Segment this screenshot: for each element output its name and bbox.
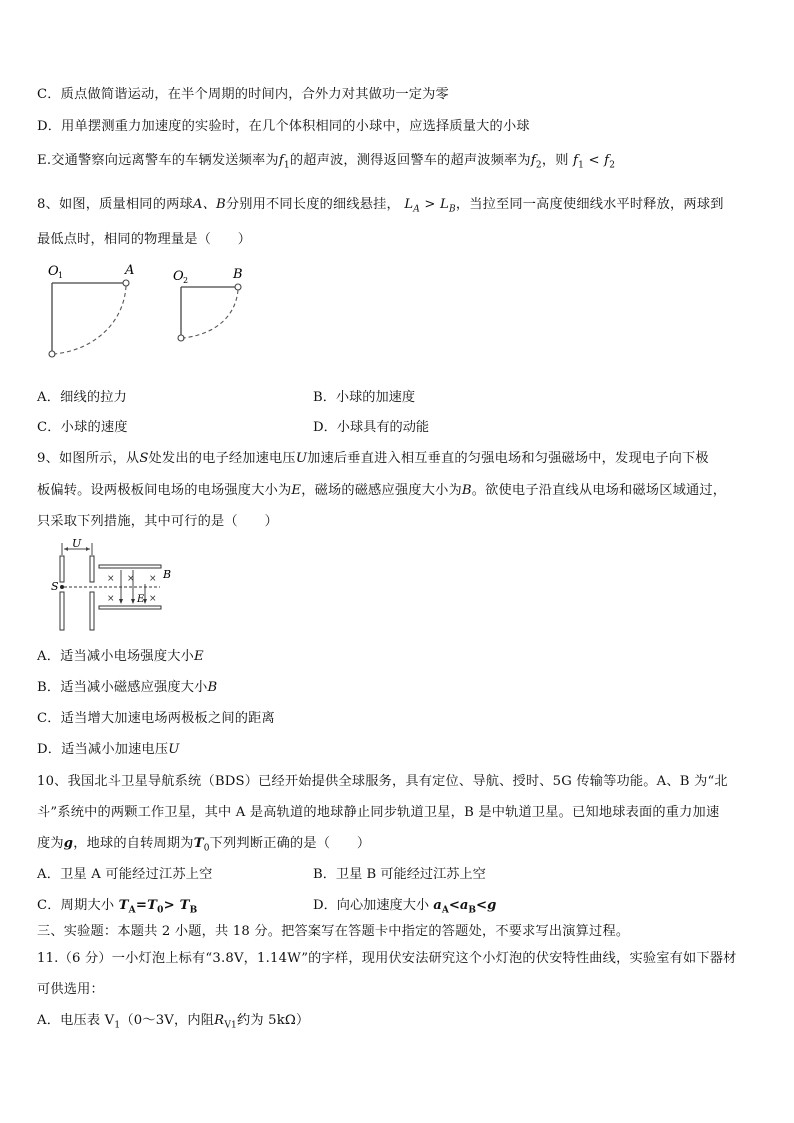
section-heading: 三、实验题：本题共 2 小题，共 18 分。把答案写在答题卡中指定的答题处，不要求写出演算过程。	[37, 924, 630, 939]
q10-option-d: D．向心加速度大小 $a_A<a_B<g$	[313, 898, 497, 916]
q8-pendulum-figure	[40, 262, 260, 367]
q7-option-c: C．质点做简谐运动，在半个周期的时间内，合外力对其做功一定为零	[37, 87, 449, 102]
q10-option-a: A．卫星 A 可能经过江苏上空	[37, 867, 213, 882]
q8-label-b: B	[233, 267, 243, 282]
q9-label-u: U	[72, 537, 82, 550]
q8-label-o1: O	[48, 264, 59, 279]
q8-label-o2: O	[173, 269, 184, 284]
q9-label-e: E	[137, 594, 145, 605]
q9-option-c: C．适当增大加速电场两极板之间的距离	[37, 711, 275, 726]
svg-text:×: ×	[149, 574, 157, 584]
q10-option-c: C．周期大小 $T_A=T_0> T_B$	[37, 898, 198, 916]
svg-text:1: 1	[58, 271, 64, 280]
q9-label-b: B	[163, 568, 172, 581]
q10-stem-line3: 度为g，地球的自转周期为$T_0$下列判断正确的是（ ）	[37, 836, 371, 854]
q9-option-b: B．适当减小磁感应强度大小B	[37, 680, 218, 695]
q8-stem-line1: 8、如图，质量相同的两球A、B分别用不同长度的细线悬挂， $L_A > L_B$，当拉至同一高度使细线水平时释放，两球到	[37, 197, 724, 215]
q8-option-c: C．小球的速度	[37, 420, 128, 435]
q10-stem-line1: 10、我国北斗卫星导航系统（BDS）已经开始提供全球服务，具有定位、导航、授时、5G 传输等功能。A、B 为“北	[37, 774, 728, 789]
q9-label-s: S	[51, 580, 59, 593]
q11-stem-line2: 可供选用：	[37, 982, 104, 997]
q9-stem-line3: 只采取下列措施，其中可行的是（ ）	[37, 514, 278, 529]
q9-field-figure	[45, 536, 185, 636]
svg-text:×: ×	[127, 574, 135, 584]
svg-text:2: 2	[183, 276, 189, 285]
q8-option-d: D．小球具有的动能	[313, 420, 430, 435]
q7-option-d: D．用单摆测重力加速度的实验时，在几个体积相同的小球中，应选择质量大的小球	[37, 119, 530, 134]
q7-option-e: E.交通警察向远离警车的车辆发送频率为$f_1$的超声波，测得返回警车的超声波频率为$f_2$，则 $f_1 < f_2$	[37, 153, 616, 171]
svg-text:×: ×	[107, 574, 115, 584]
svg-text:×: ×	[149, 594, 157, 604]
q10-option-b: B．卫星 B 可能经过江苏上空	[313, 867, 486, 882]
q9-stem-line1: 9、如图所示，从S处发出的电子经加速电压U加速后垂直进入相互垂直的匀强电场和匀强磁场中，发现电子向下极	[37, 451, 709, 466]
q8-stem-line2: 最低点时，相同的物理量是（ ）	[37, 232, 252, 247]
q8-option-b: B．小球的加速度	[313, 390, 416, 405]
q9-option-d: D．适当减小加速电压U	[37, 742, 180, 757]
q8-label-a: A	[125, 263, 135, 278]
svg-text:×: ×	[107, 594, 115, 604]
q11-option-a: A．电压表 $V_1(0\sim 3V$，内阻$R_{V1}$约为 5kΩ）	[37, 1013, 310, 1031]
q8-option-a: A．细线的拉力	[37, 390, 128, 405]
q11-stem-line1: 11.（6 分）一小灯泡上标有“3.8V，1.14W”的字样，现用伏安法研究这个小灯泡的伏安特性曲线，实验室有如下器材	[37, 951, 737, 966]
q10-stem-line2: 斗”系统中的两颗工作卫星，其中 A 是高轨道的地球静止同步轨道卫星，B 是中轨道卫星。已知地球表面的重力加速	[37, 805, 720, 820]
q9-option-a: A．适当减小电场强度大小E	[37, 649, 204, 664]
q9-stem-line2: 板偏转。设两极板间电场的电场强度大小为E，磁场的磁感应强度大小为B。欲使电子沿直线从电场和磁场区域通过，	[37, 483, 727, 498]
